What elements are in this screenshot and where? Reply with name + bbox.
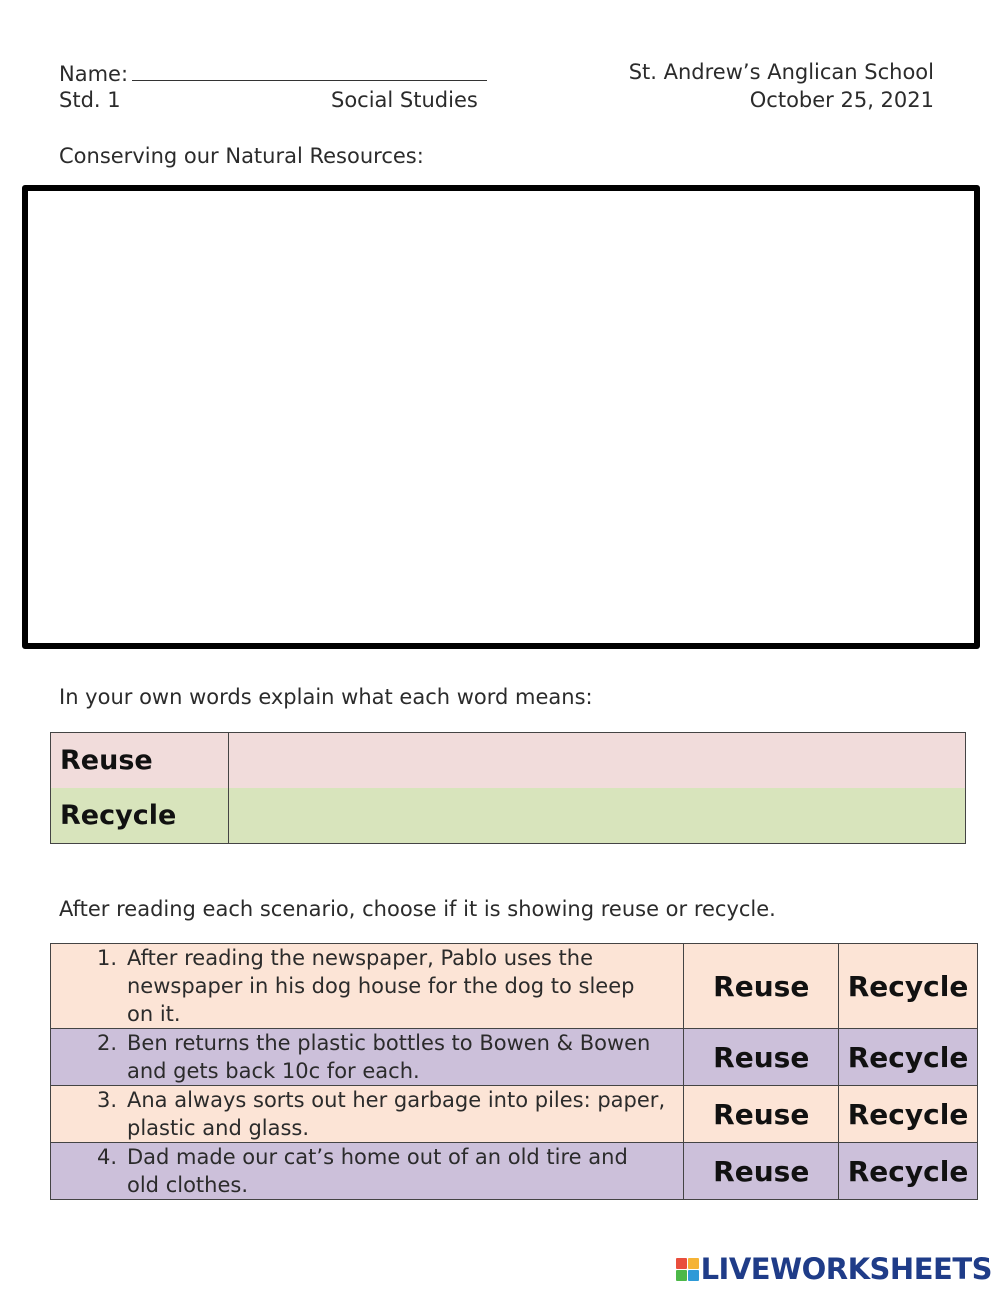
scenario-cell — [51, 944, 684, 1029]
scenario-number: 4. — [96, 1145, 117, 1169]
liveworksheets-logo-icon — [676, 1258, 699, 1281]
table-row — [51, 733, 966, 789]
scenario-cell — [51, 1029, 684, 1086]
scenario-number: 2. — [96, 1031, 117, 1055]
scenario-text: Ben returns the plastic bottles to Bowen & Bowen and gets back 10c for each. — [127, 1031, 651, 1083]
choice-recycle[interactable]: Recycle — [839, 944, 978, 1029]
term-reuse: Reuse — [51, 733, 229, 789]
name-blank-line[interactable] — [132, 60, 487, 81]
scenario-number: 3. — [96, 1088, 117, 1112]
choice-reuse[interactable]: Reuse — [684, 944, 839, 1029]
definitions-table — [50, 732, 966, 844]
drawing-area[interactable] — [22, 185, 980, 649]
table-row — [51, 1143, 978, 1200]
logo-square — [688, 1270, 699, 1281]
table-row — [51, 944, 978, 1029]
name-label: Name: — [59, 62, 129, 86]
subject-label: Social Studies — [331, 88, 478, 112]
name-field — [59, 60, 487, 86]
logo-square — [688, 1258, 699, 1269]
logo-square — [676, 1270, 687, 1281]
scenarios-table — [50, 943, 978, 1200]
term-recycle: Recycle — [51, 788, 229, 844]
definition-input-reuse[interactable] — [229, 733, 966, 789]
choice-recycle[interactable]: Recycle — [839, 1029, 978, 1086]
choice-recycle[interactable]: Recycle — [839, 1086, 978, 1143]
choice-reuse[interactable]: Reuse — [684, 1029, 839, 1086]
school-name: St. Andrew’s Anglican School — [628, 60, 934, 84]
logo-square — [676, 1258, 687, 1269]
scenarios-instruction: After reading each scenario, choose if it is showing reuse or recycle. — [59, 897, 776, 921]
choice-reuse[interactable]: Reuse — [684, 1086, 839, 1143]
scenario-text: Ana always sorts out her garbage into piles: paper, plastic and glass. — [127, 1088, 666, 1140]
liveworksheets-logo — [676, 1252, 992, 1286]
choice-recycle[interactable]: Recycle — [839, 1143, 978, 1200]
scenario-text: Dad made our cat’s home out of an old tire and old clothes. — [127, 1145, 628, 1197]
scenario-number: 1. — [96, 946, 117, 970]
definition-input-recycle[interactable] — [229, 788, 966, 844]
table-row — [51, 788, 966, 844]
grade-label: Std. 1 — [59, 88, 121, 112]
date-label: October 25, 2021 — [749, 88, 934, 112]
definitions-instruction: In your own words explain what each word means: — [59, 685, 593, 709]
choice-reuse[interactable]: Reuse — [684, 1143, 839, 1200]
scenario-cell — [51, 1086, 684, 1143]
scenario-text: After reading the newspaper, Pablo uses the newspaper in his dog house for the dog to sleep on it. — [127, 946, 635, 1026]
table-row — [51, 1086, 978, 1143]
section-title: Conserving our Natural Resources: — [59, 144, 424, 168]
scenario-cell — [51, 1143, 684, 1200]
logo-text: LIVEWORKSHEETS — [700, 1252, 992, 1286]
table-row — [51, 1029, 978, 1086]
